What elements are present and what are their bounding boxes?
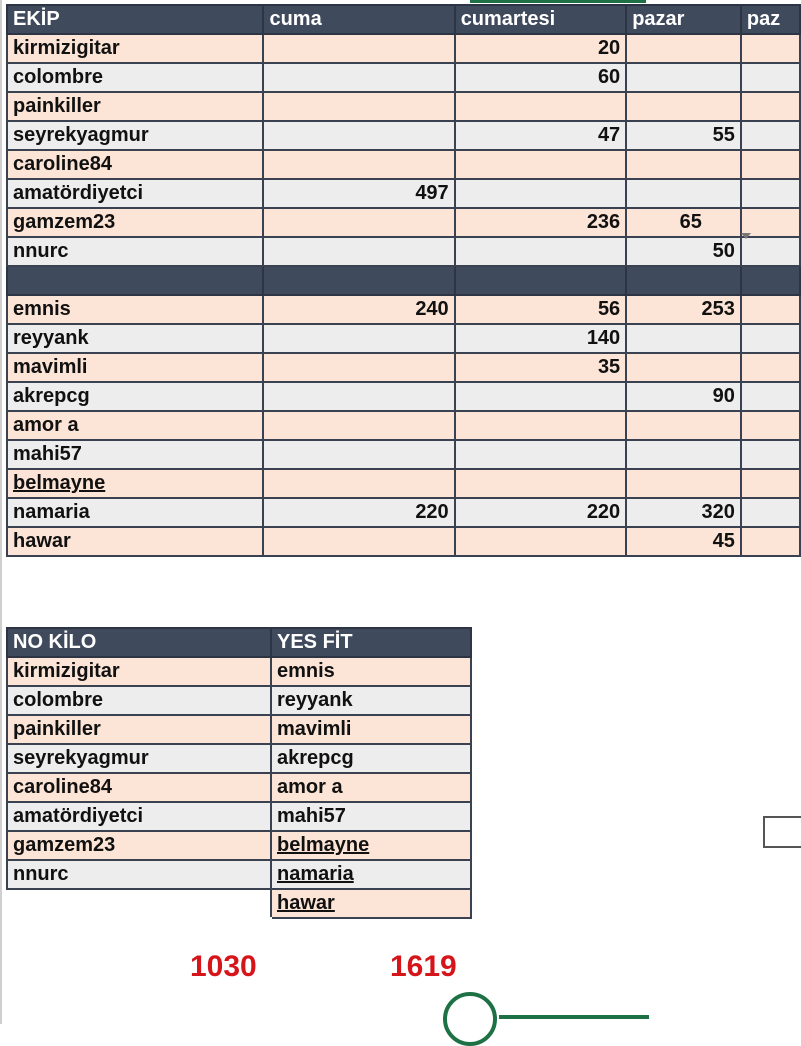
pazar-cell[interactable] (626, 411, 741, 440)
pazar-cell[interactable]: 45 (626, 527, 741, 556)
cuma-cell[interactable] (263, 469, 454, 498)
cuma-cell[interactable]: 220 (263, 498, 454, 527)
cumartesi-cell[interactable] (455, 469, 627, 498)
table-row (7, 744, 471, 773)
table-row (7, 773, 471, 802)
name-cell[interactable]: hawar (7, 527, 263, 556)
yes-fit-cell[interactable]: namaria (271, 860, 471, 889)
cumartesi-cell[interactable] (455, 266, 627, 295)
cumartesi-cell[interactable]: 20 (455, 34, 627, 63)
cumartesi-cell[interactable]: 35 (455, 353, 627, 382)
header-cuma[interactable]: cuma (263, 5, 454, 34)
pazar-cell[interactable] (626, 440, 741, 469)
total-yes-fit[interactable]: 1619 (390, 950, 457, 983)
active-cell-indicator (470, 0, 646, 3)
name-cell[interactable]: gamzem23 (7, 208, 263, 237)
pazar-cell[interactable]: 50 (626, 237, 741, 266)
cuma-cell[interactable] (263, 92, 454, 121)
name-cell[interactable]: akrepcg (7, 382, 263, 411)
cumartesi-cell[interactable]: 60 (455, 63, 627, 92)
summary-table (6, 627, 472, 919)
yes-fit-cell[interactable]: mavimli (271, 715, 471, 744)
header-yes-fit[interactable]: YES FİT (271, 628, 471, 657)
cuma-cell[interactable] (263, 353, 454, 382)
header-row (7, 628, 471, 657)
pazar-cell[interactable] (626, 150, 741, 179)
table-row (7, 686, 471, 715)
name-cell[interactable]: amatördiyetci (7, 179, 263, 208)
separator-row (7, 266, 800, 295)
yes-fit-cell[interactable]: amor a (271, 773, 471, 802)
pazar-cell[interactable]: 320 (626, 498, 741, 527)
cumartesi-cell[interactable] (455, 92, 627, 121)
paz-cell[interactable] (741, 469, 800, 498)
cumartesi-cell[interactable] (455, 411, 627, 440)
header-row (7, 5, 800, 34)
table-row (7, 527, 800, 556)
no-kilo-cell[interactable]: gamzem23 (7, 831, 271, 860)
paz-cell[interactable] (741, 179, 800, 208)
header-pazar[interactable]: pazar (626, 5, 741, 34)
pazar-cell[interactable] (626, 92, 741, 121)
table-row (7, 63, 800, 92)
paz-cell[interactable] (741, 498, 800, 527)
cuma-cell[interactable] (263, 208, 454, 237)
table-row (7, 802, 471, 831)
cuma-cell[interactable] (263, 411, 454, 440)
table-row (7, 889, 471, 918)
pazar-cell[interactable]: 90 (626, 382, 741, 411)
table-row (7, 715, 471, 744)
table-row (7, 657, 471, 686)
name-cell[interactable]: emnis (7, 295, 263, 324)
table-row (7, 498, 800, 527)
cumartesi-cell[interactable] (455, 237, 627, 266)
table-row (7, 324, 800, 353)
table-row (7, 860, 471, 889)
cuma-cell[interactable] (263, 121, 454, 150)
header-paz[interactable]: paz (741, 5, 800, 34)
name-cell[interactable]: nnurc (7, 237, 263, 266)
cuma-cell[interactable] (263, 150, 454, 179)
name-cell[interactable]: reyyank (7, 324, 263, 353)
table-row (7, 150, 800, 179)
cumartesi-cell[interactable]: 47 (455, 121, 627, 150)
yes-fit-cell[interactable]: reyyank (271, 686, 471, 715)
cuma-cell[interactable] (263, 382, 454, 411)
paz-cell[interactable] (741, 382, 800, 411)
table-row (7, 179, 800, 208)
cuma-cell[interactable] (263, 34, 454, 63)
table-row (7, 831, 471, 860)
name-cell[interactable] (7, 266, 263, 295)
cumartesi-cell[interactable]: 140 (455, 324, 627, 353)
paz-cell[interactable] (741, 353, 800, 382)
name-cell[interactable]: mahi57 (7, 440, 263, 469)
table-row (7, 237, 800, 266)
pazar-cell[interactable] (626, 179, 741, 208)
pazar-cell[interactable] (626, 324, 741, 353)
header-ekip[interactable]: EKİP (7, 5, 263, 34)
pazar-cell[interactable]: 55 (626, 121, 741, 150)
table-row (7, 295, 800, 324)
paz-cell[interactable] (741, 324, 800, 353)
pazar-cell[interactable] (626, 34, 741, 63)
yes-fit-cell[interactable]: belmayne (271, 831, 471, 860)
cumartesi-cell[interactable] (455, 382, 627, 411)
cuma-cell[interactable]: 497 (263, 179, 454, 208)
pazar-cell[interactable] (626, 266, 741, 295)
name-cell[interactable]: namaria (7, 498, 263, 527)
name-cell[interactable]: kirmizigitar (7, 34, 263, 63)
pazar-cell[interactable] (626, 63, 741, 92)
yes-fit-cell[interactable]: emnis (271, 657, 471, 686)
no-kilo-cell[interactable]: seyrekyagmur (7, 744, 271, 773)
no-kilo-cell[interactable] (7, 889, 271, 918)
table-row (7, 208, 800, 237)
table-row (7, 121, 800, 150)
yes-fit-cell[interactable]: akrepcg (271, 744, 471, 773)
cuma-cell[interactable] (263, 324, 454, 353)
name-cell[interactable]: belmayne (7, 469, 263, 498)
triangle-down-icon[interactable] (741, 233, 751, 239)
no-kilo-cell[interactable]: nnurc (7, 860, 271, 889)
selection-handle[interactable] (443, 992, 497, 1046)
paz-cell[interactable] (741, 34, 800, 63)
no-kilo-cell[interactable]: caroline84 (7, 773, 271, 802)
header-no-kilo[interactable]: NO KİLO (7, 628, 271, 657)
paz-cell[interactable] (741, 411, 800, 440)
no-kilo-cell[interactable]: colombre (7, 686, 271, 715)
table-row (7, 411, 800, 440)
cuma-cell[interactable] (263, 266, 454, 295)
paz-cell[interactable] (741, 527, 800, 556)
name-cell[interactable]: seyrekyagmur (7, 121, 263, 150)
table-row (7, 469, 800, 498)
paz-cell[interactable] (741, 121, 800, 150)
paz-cell[interactable] (741, 150, 800, 179)
table-row (7, 34, 800, 63)
header-cumartesi[interactable]: cumartesi (455, 5, 627, 34)
cumartesi-cell[interactable] (455, 527, 627, 556)
no-kilo-cell[interactable]: painkiller (7, 715, 271, 744)
cuma-cell[interactable] (263, 527, 454, 556)
paz-cell[interactable] (741, 237, 800, 266)
cell-selection-box[interactable] (763, 816, 801, 848)
cumartesi-cell[interactable]: 56 (455, 295, 627, 324)
no-kilo-cell[interactable]: amatördiyetci (7, 802, 271, 831)
cumartesi-cell[interactable] (455, 150, 627, 179)
name-cell[interactable]: mavimli (7, 353, 263, 382)
name-cell[interactable]: amor a (7, 411, 263, 440)
no-kilo-cell[interactable]: kirmizigitar (7, 657, 271, 686)
total-no-kilo[interactable]: 1030 (190, 950, 257, 983)
table-row (7, 92, 800, 121)
yes-fit-cell[interactable]: hawar (271, 889, 471, 918)
table-row (7, 440, 800, 469)
name-cell[interactable]: colombre (7, 63, 263, 92)
cumartesi-cell[interactable]: 236 (455, 208, 627, 237)
selection-border (499, 1015, 649, 1019)
row-header-edge (0, 0, 2, 1024)
name-cell[interactable]: painkiller (7, 92, 263, 121)
cumartesi-cell[interactable]: 220 (455, 498, 627, 527)
paz-cell[interactable] (741, 440, 800, 469)
pazar-cell[interactable]: 65 (626, 208, 741, 237)
table-row (7, 382, 800, 411)
team-days-table (6, 4, 801, 557)
pazar-cell[interactable]: 253 (626, 295, 741, 324)
table-row (7, 353, 800, 382)
cuma-cell[interactable] (263, 440, 454, 469)
cuma-cell[interactable] (263, 63, 454, 92)
paz-cell[interactable] (741, 295, 800, 324)
pazar-cell[interactable] (626, 469, 741, 498)
paz-cell[interactable] (741, 92, 800, 121)
cumartesi-cell[interactable] (455, 179, 627, 208)
cumartesi-cell[interactable] (455, 440, 627, 469)
pazar-cell[interactable] (626, 353, 741, 382)
cuma-cell[interactable]: 240 (263, 295, 454, 324)
paz-cell[interactable] (741, 266, 800, 295)
name-cell[interactable]: caroline84 (7, 150, 263, 179)
cuma-cell[interactable] (263, 237, 454, 266)
paz-cell[interactable] (741, 63, 800, 92)
yes-fit-cell[interactable]: mahi57 (271, 802, 471, 831)
